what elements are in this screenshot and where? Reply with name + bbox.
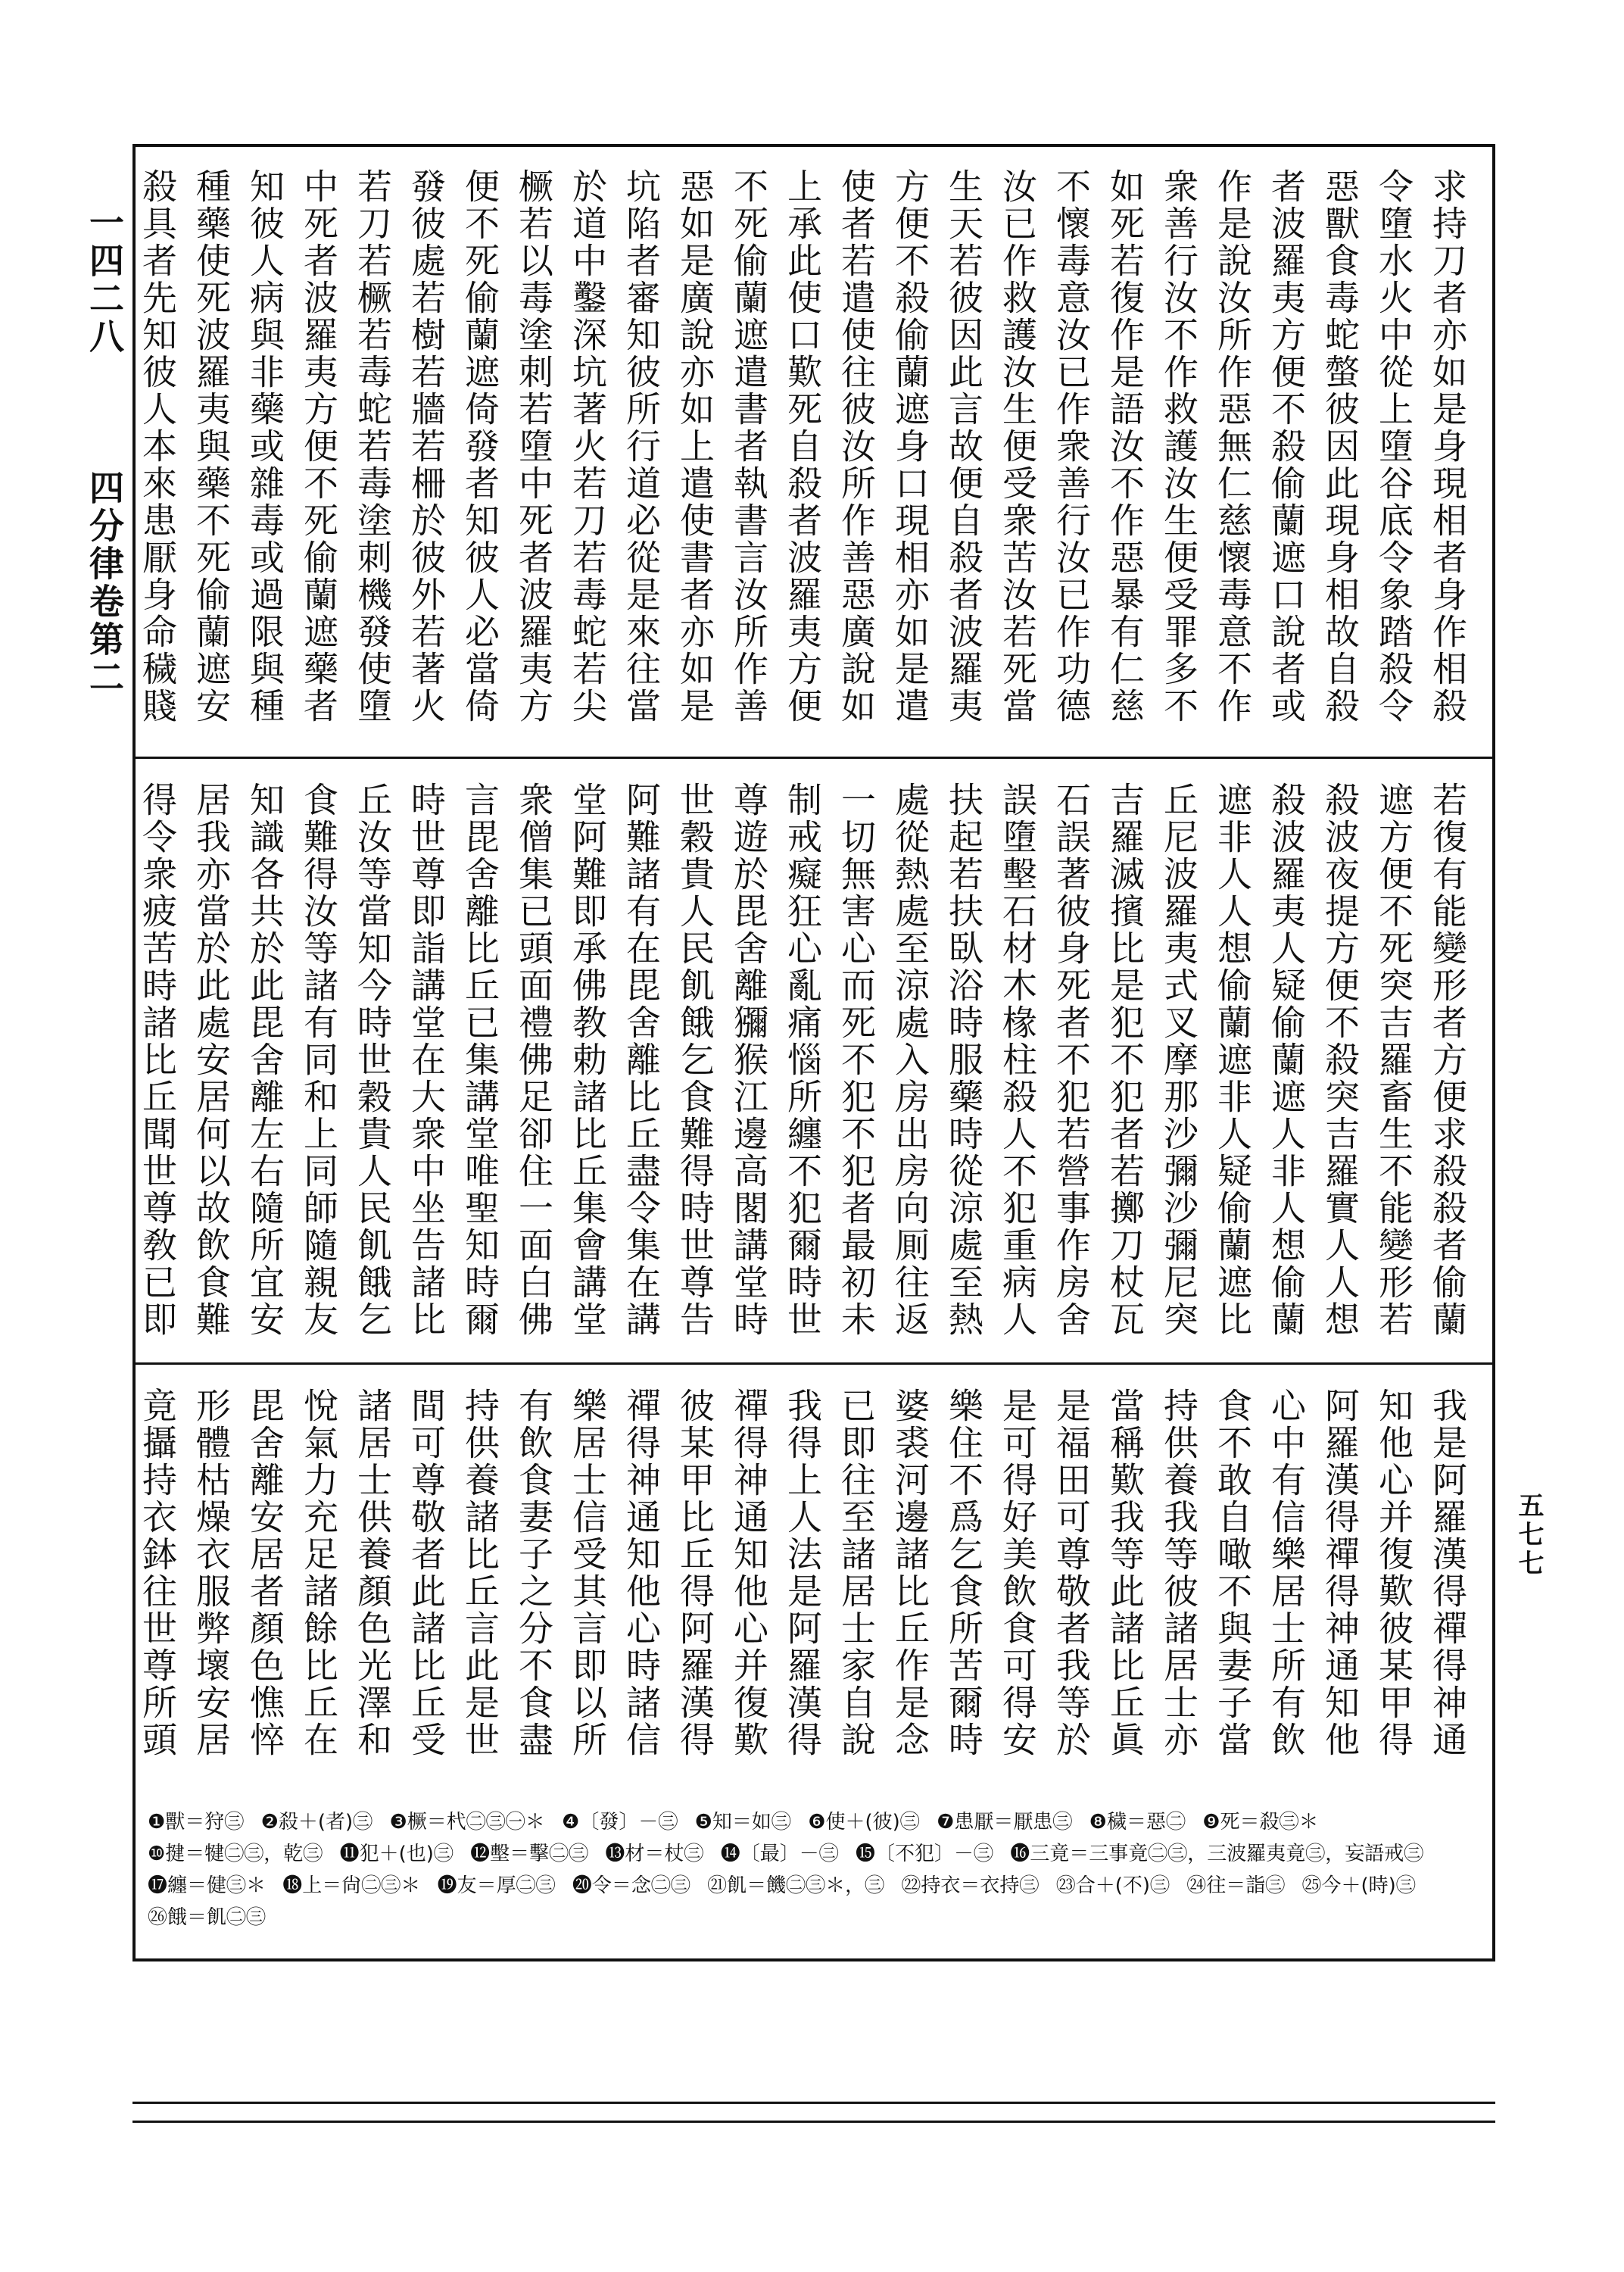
note: ㉑飢＝饑㊁㊂＊，㊂: [707, 1874, 885, 1897]
note: ❸橛＝杙㊁㊂㊀＊: [389, 1811, 545, 1834]
note: ㉕今＋(時)㊂: [1301, 1874, 1416, 1897]
note: ❼患厭＝厭患㊂: [937, 1811, 1073, 1834]
footer-rule: [132, 2102, 1495, 2104]
note: ❽穢＝惡㊁: [1089, 1811, 1186, 1834]
note: ⓱纏＝健㊂＊: [148, 1874, 267, 1897]
register-divider: [136, 757, 1492, 759]
side-page-number: 五七七: [1513, 1492, 1544, 1578]
note: ⓮〔最〕－㊂: [720, 1843, 839, 1865]
note: ㉓合＋(不)㊂: [1055, 1874, 1170, 1897]
page-frame: [132, 144, 1495, 1961]
note: ⓳友＝厚㊁㊂: [437, 1874, 556, 1897]
register-top: [136, 147, 1492, 757]
page-number: 一四二八: [84, 204, 125, 356]
register-middle: [136, 760, 1492, 1362]
note: ㉔往＝詣㊂: [1186, 1874, 1286, 1897]
note: ❺知＝如㊂: [694, 1811, 791, 1834]
note: ❹〔發〕－㊂: [562, 1811, 678, 1834]
register-text: 求持刀者亦如是身現相者身作相殺令墮水火中從上墮谷底令象踏殺令惡獸食毒蛇螫彼因此現身相故自殺者波羅夷方便不殺偷蘭遮口說者或作是說汝所作惡無仁慈懷毒意不作衆善行汝不作救護汝生便受罪多不如死若復作是語汝不作惡暴有仁慈不懷毒意汝已作衆善行汝已作功德汝已作救護汝生便受衆苦汝若死當生天若彼因此言故便自殺者波羅夷方便不殺偷蘭遮身口現相亦如是遣使者若遣使往彼汝所作善惡廣說如上承此使口歎死自殺者波羅夷方便不死偷蘭遮遣書者執書言汝所作善惡如是廣說亦如上遣使書者亦如是坑陷者審知彼所行道必從是來往當於道中鑿深坑著火若刀若毒蛇若尖橛若以毒塗刺若墮中死者波羅夷方便不死偷蘭遮倚發者知彼人必當倚發彼處若樹若牆若柵於彼外若著火若刀若橛若毒蛇若毒塗刺機發使墮中死者波羅夷方便不死偷蘭遮藥者知彼人病與非藥或雜毒或過限與種種藥使死波羅夷與藥不死偷蘭遮安殺具者先知彼人本來患厭身命穢賤: [137, 168, 1468, 725]
note: ⓯〔不犯〕－㊂: [855, 1843, 993, 1865]
register-text: 我是阿羅漢得禪得神通知他心并復歎彼某甲得阿羅漢得禪得神通知他心中有信樂居士所有飲食不敢自噉不與妻子當持供養我等彼諸居士亦當稱歎我等此諸比丘眞是福田可尊敬者我等於是可得好美飲食可得安樂住不爲乞食所苦爾時婆裘河邊諸比丘作是念已即往至諸居士家自說我得上人法是阿羅漢得禪得神通知他心并復歎彼某甲比丘得阿羅漢得禪得神通知他心時諸信樂居士信受其言即以所有飲食妻子之分不食盡持供養諸比丘言此是世間可尊敬者此諸比丘受諸居士供養顏色光澤和悅氣力充足諸餘比丘在毘舍離安居者顏色憔悴形體枯燥衣服弊壞安居竟攝持衣鉢往世尊所頭: [137, 1387, 1468, 1759]
note: ㉖餓＝飢㊁㊂: [148, 1906, 267, 1929]
note: ❿揵＝犍㊁㊂，乾㊂: [148, 1843, 323, 1865]
note: ⓫犯＋(也)㊂: [339, 1843, 454, 1865]
register-bottom: [136, 1366, 1492, 1802]
note: ❻使＋(彼)㊂: [808, 1811, 920, 1834]
note: ⓰三竟＝三事竟㊁㊂，三波羅夷竟㊂，妄語戒㊂: [1010, 1843, 1424, 1865]
note: ❶獸＝狩㊂: [148, 1811, 245, 1834]
note: ⓴令＝念㊁㊂: [572, 1874, 690, 1897]
register-text: 若復有能變形者方便求殺殺者偷蘭遮方便不死突吉羅畜生不能變形若殺波夜提方便不殺突吉羅實人人想殺波羅夷人疑偷蘭遮人非人想偷蘭遮非人人想偷蘭遮非人疑偷蘭遮比丘尼波羅夷式叉摩那沙彌沙彌尼突吉羅滅擯比是犯不犯者若擲刀杖瓦石誤著彼身死者不犯若營事作房舍誤墮墼石材木椽柱殺人不犯重病人扶起若扶臥浴時服藥時從涼處至熱處從熱處至涼處入房出房向厠往返一切無害心而死不犯不犯者最初未制戒癡狂心亂痛惱所纏不犯爾時世尊遊於毘舍離獼猴江邊高閣講堂時世穀貴人民飢餓乞食難得時世尊告阿難諸有在毘舍離比丘盡令集在講堂阿難即承佛教勅諸比丘集會講堂衆僧集已頭面禮佛足卻住一面白佛言毘舍離比丘已集講堂唯聖知時爾時世尊即詣講堂在大衆中坐告諸比丘汝等當知今時世穀貴人民飢餓乞食難得汝等諸有同和上同師隨親友知識各共於此毘舍離左右隨所宜安居我亦當於此處安居何以故飲食難得令衆疲苦時諸比丘聞世尊敎已即: [137, 782, 1468, 1338]
note: ㉒持衣＝衣持㊂: [901, 1874, 1040, 1897]
footer-rules: [132, 2102, 1495, 2139]
note: ⓬墼＝擊㊁㊂: [470, 1843, 589, 1865]
collation-notes: [148, 1806, 1480, 1933]
note: ⓭材＝杖㊂: [605, 1843, 704, 1865]
footer-rule: [132, 2121, 1495, 2123]
note: ❷殺＋(者)㊂: [260, 1811, 373, 1834]
note: ❾死＝殺㊂＊: [1202, 1811, 1319, 1834]
note: ⓲上＝尙㊁㊂＊: [282, 1874, 421, 1897]
register-divider: [136, 1362, 1492, 1365]
book-title: 四分律卷第二: [84, 470, 125, 697]
